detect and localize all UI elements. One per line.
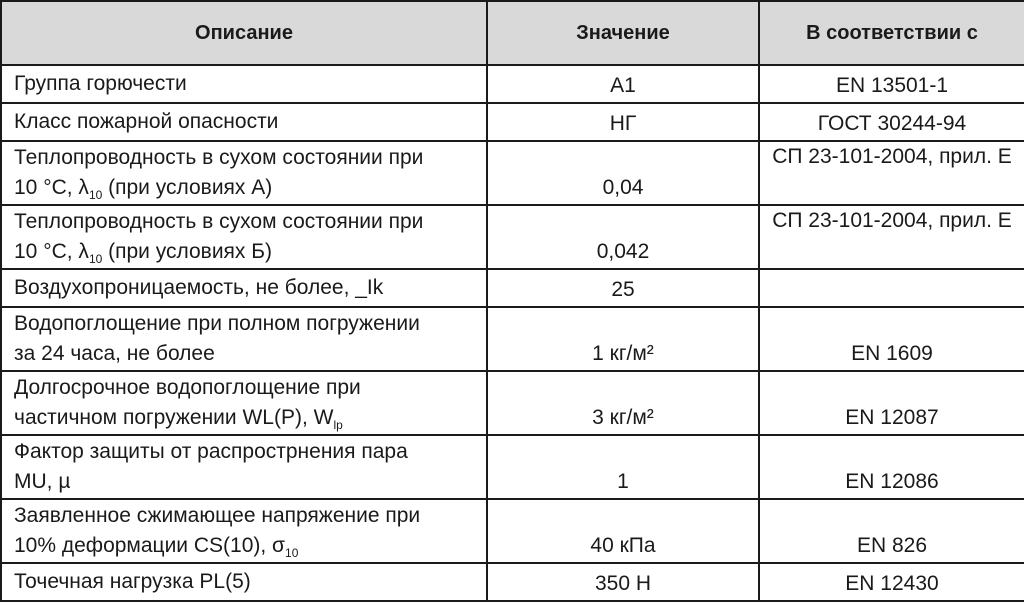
table-header-row [1,1,1024,65]
table-row [1,103,1024,141]
row-description-line2-pre: 10% деформации CS(10), σ [14,534,286,557]
header-standard: В соответствии с [759,1,1024,65]
row-description-line2-post: (при условиях А) [102,176,273,199]
header-description: Описание [1,1,487,65]
table-row [1,65,1024,103]
table-row [1,371,1024,435]
row-description: Группа горючести [1,65,487,103]
row-description-line1: Теплопроводность в сухом состоянии при [14,210,424,233]
row-value: 350 Н [487,563,759,601]
row-value: 3 кг/м² [487,371,759,435]
table-row [1,563,1024,601]
row-standard: СП 23-101-2004, прил. Е [759,141,1024,205]
row-value: 1 кг/м² [487,307,759,371]
table-row [1,435,1024,499]
row-value: 40 кПа [487,499,759,563]
row-description [1,371,487,435]
row-description [1,307,487,371]
row-description-line1: Долгосрочное водопоглощение при [14,376,361,399]
table-row [1,307,1024,371]
row-value: А1 [487,65,759,103]
row-standard: EN 12430 [759,563,1024,601]
table-row [1,269,1024,307]
row-standard: ГОСТ 30244-94 [759,103,1024,141]
row-description-line2-pre: 10 °С, λ [14,176,89,199]
row-description-line1: Фактор защиты от распростpнения пара [14,440,408,463]
row-description-subscript: 10 [88,252,103,267]
row-description-line2-post: (при условиях Б) [102,240,273,263]
row-value: 0,04 [487,141,759,205]
row-description: Воздухопроницаемость, не более, _Ik [1,269,487,307]
row-standard: EN 1609 [759,307,1024,371]
row-description-line1: Теплопроводность в сухом состоянии при [14,146,424,169]
row-description: Класс пожарной опасности [1,103,487,141]
row-standard: СП 23-101-2004, прил. Е [759,205,1024,269]
row-description-subscript: 10 [285,546,299,561]
row-description [1,141,487,205]
row-description-line2-pre: частичном погружении WL(P), W [14,406,334,429]
row-description-line1: Заявленное сжимающее напряжение при [14,504,421,527]
row-value: 1 [487,435,759,499]
table-row [1,141,1024,205]
row-value: НГ [487,103,759,141]
row-description [1,435,487,499]
row-standard: EN 12087 [759,371,1024,435]
row-description: Точечная нагрузка PL(5) [1,563,487,601]
row-value: 25 [487,269,759,307]
row-description-line2: за 24 часа, не более [14,342,215,365]
row-description [1,499,487,563]
row-description-line2-pre: 10 °С, λ [14,240,89,263]
row-standard: EN 13501-1 [759,65,1024,103]
table-row [1,205,1024,269]
row-description [1,205,487,269]
row-standard: EN 12086 [759,435,1024,499]
row-description-line1: Водопоглощение при полном погружении [14,312,420,335]
row-description-subscript: lp [333,418,343,433]
header-value: Значение [487,1,759,65]
row-value: 0,042 [487,205,759,269]
row-description-subscript: 10 [88,188,103,203]
row-standard: EN 826 [759,499,1024,563]
row-description-line2: MU, µ [14,470,71,493]
table-row [1,499,1024,563]
row-standard [759,269,1024,307]
